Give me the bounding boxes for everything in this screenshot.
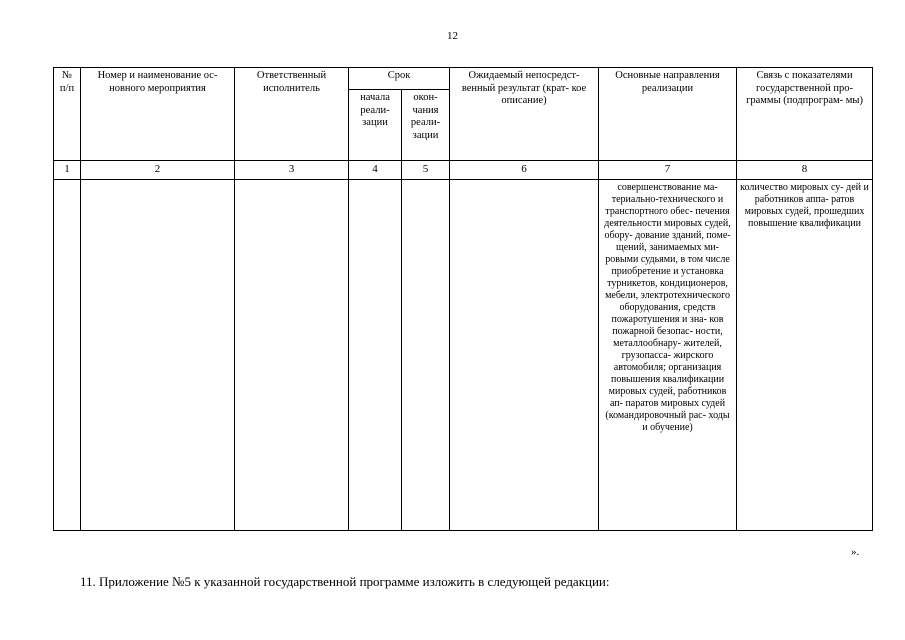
cell-indicators: количество мировых су- дей и работников аппа- ратов мировых судей, прошедших повышение квалификации: [737, 180, 873, 531]
cell-directions: совершенствование ма- териально-технического и транспортного обес- печения деятельности мировых судей, обору- дование зданий, поме- щений, занимаемых ми- ровыми судьями, в том числе приобретение и установка турникетов, кондиционеров, мебели, электротехнического оборудования, средств пожаротушения и зна- ков пожарной безопас- ности, металлообнару- жителей, грузопасса- жирского автомобиля; организация повышения квалификации мировых судей, работников ап- паратов мировых судей (командировочный рас- ходы и обучение): [599, 180, 737, 531]
cell-empty: [349, 180, 402, 531]
column-number: 5: [402, 161, 450, 180]
column-number: 3: [235, 161, 349, 180]
header-indicators: Связь с показателями государственной про- граммы (подпрограм- мы): [737, 68, 873, 161]
cell-empty: [402, 180, 450, 531]
header-measure-name: Номер и наименование ос- новного мероприятия: [81, 68, 235, 161]
header-number: № п/п: [54, 68, 81, 161]
column-number: 8: [737, 161, 873, 180]
header-term: Срок: [349, 68, 450, 90]
cell-empty: [54, 180, 81, 531]
cell-empty: [235, 180, 349, 531]
header-responsible: Ответственный исполнитель: [235, 68, 349, 161]
column-number: 4: [349, 161, 402, 180]
header-end: окон- чания реали- зации: [402, 90, 450, 161]
header-expected-result: Ожидаемый непосредст- венный результат (крат- кое описание): [450, 68, 599, 161]
column-number: 7: [599, 161, 737, 180]
closing-quote: ».: [851, 546, 860, 558]
measures-table: [53, 67, 873, 531]
page-number: 12: [447, 30, 458, 42]
cell-empty: [450, 180, 599, 531]
header-start: начала реали- зации: [349, 90, 402, 161]
cell-empty: [81, 180, 235, 531]
table-row: [54, 180, 873, 531]
column-number: 1: [54, 161, 81, 180]
instruction-paragraph: 11. Приложение №5 к указанной государственной программе изложить в следующей редакции:: [80, 574, 610, 589]
header-directions: Основные направления реализации: [599, 68, 737, 161]
column-number: 6: [450, 161, 599, 180]
column-number-row: [54, 161, 873, 180]
column-number: 2: [81, 161, 235, 180]
